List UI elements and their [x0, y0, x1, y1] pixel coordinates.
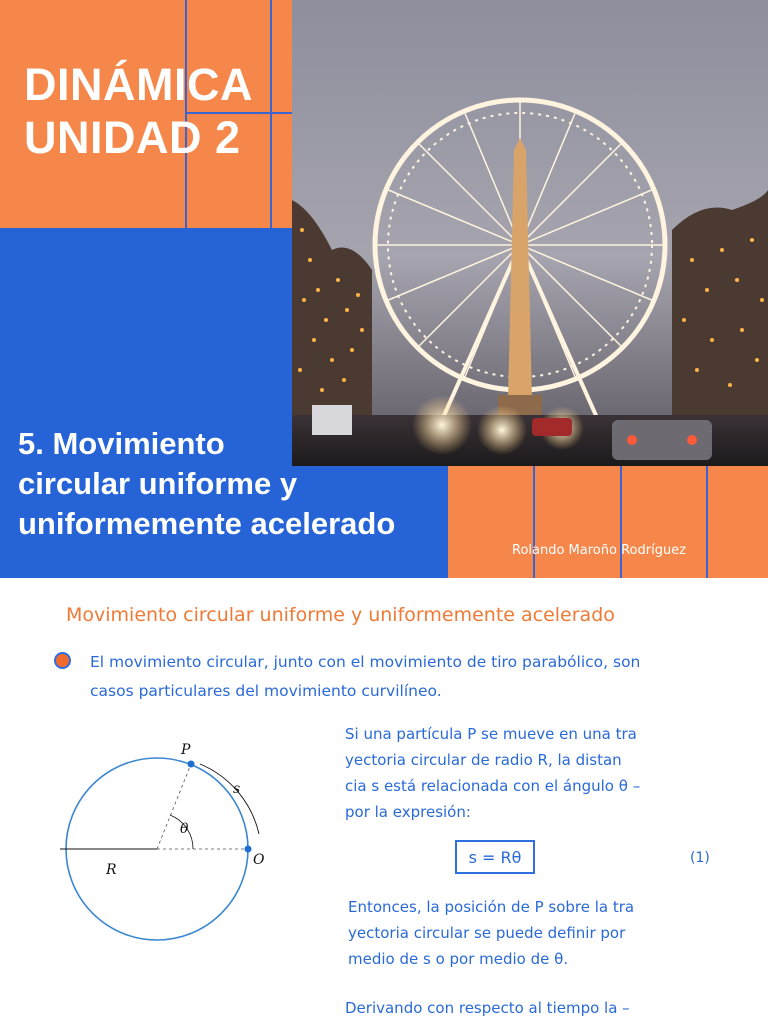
- equation-number: (1): [690, 850, 710, 866]
- orange-footer-panel: [448, 466, 768, 578]
- intro-line: El movimiento circular, junto con el movimiento de tiro parabólico, son: [90, 653, 641, 671]
- handwritten-line: Si una partícula P se mueve en una tra: [345, 725, 637, 743]
- handwritten-paragraph-1: [345, 721, 640, 825]
- point-p-label: P: [181, 742, 191, 758]
- formula-box: s = Rθ: [455, 840, 535, 874]
- cover-title-line: DINÁMICA: [24, 59, 253, 110]
- angle-theta-label: θ: [180, 821, 189, 837]
- notes-title: Movimiento circular uniforme y uniformemente acelerado: [66, 604, 615, 626]
- ferris-wheel-photo: [292, 0, 768, 466]
- intro-line: casos particulares del movimiento curvilíneo.: [90, 682, 442, 700]
- handwritten-line: Entonces, la posición de P sobre la tra: [348, 898, 635, 916]
- point-o: [245, 846, 252, 853]
- circular-path-diagram: [60, 738, 300, 948]
- grid-line: [533, 466, 535, 578]
- section-title: [18, 424, 395, 544]
- ferris-wheel-illustration: [292, 0, 768, 466]
- point-o-label: O: [253, 852, 265, 868]
- circular-path-figure: [60, 738, 300, 948]
- notes-page: [0, 578, 768, 1024]
- arc-s-label: s: [233, 781, 241, 797]
- handwritten-line: cia s está relacionada con el ángulo θ –: [345, 777, 641, 795]
- cover-title-line: UNIDAD 2: [24, 112, 241, 163]
- intro-paragraph: [90, 648, 640, 706]
- handwritten-line: yectoria circular se puede definir por: [348, 924, 626, 942]
- handwritten-line: medio de s o por medio de θ.: [348, 950, 569, 968]
- handwritten-paragraph-3: [345, 995, 630, 1021]
- grid-line: [620, 466, 622, 578]
- grid-line: [270, 0, 272, 228]
- radius-r-label: R: [106, 862, 117, 878]
- handwritten-line: Derivando con respecto al tiempo la –: [345, 999, 630, 1017]
- point-p: [188, 761, 195, 768]
- handwritten-paragraph-2: [348, 894, 634, 972]
- section-title-line: circular uniforme y: [18, 466, 298, 501]
- bullet-dot-icon: [54, 652, 71, 669]
- section-title-line: uniformemente acelerado: [18, 506, 396, 541]
- handwritten-line: yectoria circular de radio R, la distan: [345, 751, 622, 769]
- author-name: Rolando Maroño Rodríguez: [512, 543, 687, 558]
- handwritten-line: por la expresión:: [345, 803, 471, 821]
- cover-title: [24, 58, 253, 164]
- grid-line: [706, 466, 708, 578]
- section-title-line: 5. Movimiento: [18, 426, 225, 461]
